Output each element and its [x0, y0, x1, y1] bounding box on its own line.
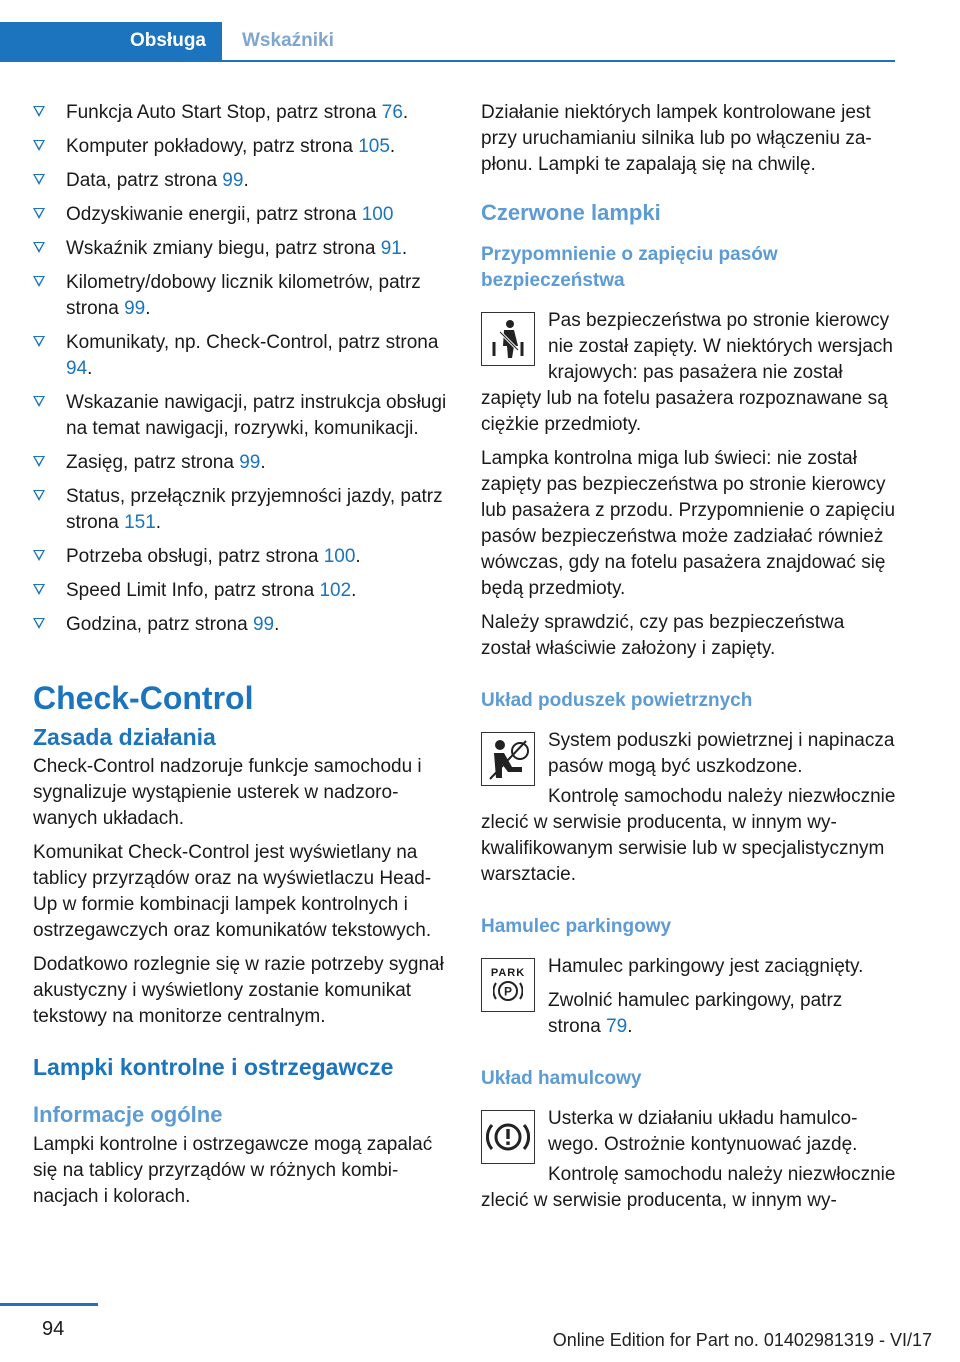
page-ref-link[interactable]: 79 — [606, 1016, 628, 1037]
heading-red-lamps: Czerwone lampki — [481, 200, 661, 225]
list-item: Odzyskiwanie energii, patrz strona 100 — [33, 202, 451, 228]
bullet-arrow-icon — [33, 174, 45, 185]
bullet-arrow-icon — [33, 276, 45, 287]
bullet-arrow-icon — [33, 618, 45, 629]
list-item: Wskaźnik zmiany biegu, patrz strona 91. — [33, 236, 451, 262]
paragraph: Działanie niektórych lampek kontrolowane jest przy uruchamianiu silnika lub po włączeniu zapłonu. Lampki te zapalają się na chwilę. — [481, 102, 872, 175]
list-item: Speed Limit Info, patrz strona 102. — [33, 578, 451, 604]
parking-brake-block — [481, 954, 896, 1040]
list-item: Potrzeba obsługi, patrz strona 100. — [33, 544, 451, 570]
page-ref-link[interactable]: 91 — [380, 238, 402, 259]
heading-parking-brake: Hamulec parkingowy — [481, 916, 672, 937]
paragraph: Należy sprawdzić, czy pas bezpieczeństwa został właściwie założony i zapięty. — [481, 612, 845, 659]
page-ref-link[interactable]: 99 — [124, 298, 146, 319]
park-brake-icon — [481, 958, 535, 1012]
list-item: Komputer pokładowy, patrz strona 105. — [33, 134, 451, 160]
header-tabs — [0, 22, 895, 62]
paragraph: Pas bezpieczeństwa po stronie kierowcy nie został zapięty. W niektórych wersjach krajowych: pas pasażera nie został zapięty lub na fotelu pasażera rozpoznawane są ciężkie przedmioty. — [481, 310, 893, 435]
page-ref-link[interactable]: 105 — [358, 136, 390, 157]
bullet-arrow-icon — [33, 242, 45, 253]
section-title-check-control: Check-Control — [33, 680, 254, 716]
list-item: Zasięg, patrz strona 99. — [33, 450, 451, 476]
page-ref-link[interactable]: 151 — [124, 512, 156, 533]
page-ref-link[interactable]: 76 — [381, 102, 403, 123]
right-column — [481, 100, 896, 1222]
bullet-arrow-icon — [33, 336, 45, 347]
seatbelt-block — [481, 308, 896, 438]
page-ref-link[interactable]: 99 — [222, 170, 244, 191]
page-ref-link[interactable]: 99 — [252, 614, 275, 635]
tab-wskazniki[interactable]: Wskaźniki — [242, 30, 334, 51]
brake-block — [481, 1106, 896, 1162]
bullet-arrow-icon — [33, 140, 45, 151]
page-ref-link[interactable]: 102 — [319, 580, 352, 601]
footer-rule — [0, 1303, 98, 1306]
header-rule — [0, 60, 895, 62]
list-item: Status, przełącznik przyjemności jazdy, patrz strona 151. — [33, 484, 451, 536]
paragraph: Dodatkowo rozlegnie się w razie potrzeby sygnał akustyczny i wyświetlony zostanie komunikat tekstowy na monitorze centralnym. — [33, 954, 444, 1027]
heading-lamps: Lampki kontrolne i ostrzegawcze — [33, 1054, 394, 1080]
tab-obsluga[interactable]: Obsługa — [0, 22, 222, 60]
paragraph: Check-Control nadzoruje funkcje samochodu i sygnalizuje wystąpienie usterek w nadzorowanych układach. — [33, 756, 422, 829]
brake-warning-icon — [481, 1110, 535, 1164]
paragraph: Lampki kontrolne i ostrzegawcze mogą zapalać się na tablicy przyrządów w różnych kombinacjach i kolorach. — [33, 1134, 433, 1207]
page-ref-link[interactable]: 99 — [239, 452, 261, 473]
page-ref-link[interactable]: 100 — [323, 546, 356, 567]
paragraph: Hamulec parkingowy jest zaciągnięty. — [548, 956, 864, 977]
bullet-arrow-icon — [33, 584, 45, 595]
display-items-list — [33, 100, 451, 638]
paragraph: Kontrolę samochodu należy niezwłocznie zlecić w serwisie producenta, w innym wykwalifikowanym serwisie lub w specjalistycznym warsztacie. — [481, 786, 896, 885]
list-item: Wskazanie nawigacji, patrz instrukcja obsługi na temat nawigacji, rozrywki, komunikacji. — [33, 390, 451, 442]
bullet-arrow-icon — [33, 550, 45, 561]
bullet-arrow-icon — [33, 490, 45, 501]
page-ref-link[interactable]: 94 — [66, 358, 88, 379]
paragraph: Komunikat Check-Control jest wyświetlany na tablicy przyrządów oraz na wyświetlaczu Head-Up w formie kombinacji lampek kontrolnych i ostrzegawczych oraz komunikatów tekstowych. — [33, 842, 432, 941]
list-item: Godzina, patrz strona 99. — [33, 612, 451, 638]
heading-general: Informacje ogólne — [33, 1102, 223, 1127]
bullet-arrow-icon — [33, 456, 45, 467]
paragraph: Lampka kontrolna miga lub świeci: nie został zapięty pas bezpieczeństwa po stronie kierowcy lub pasażera z przodu. Przypomnienie o zapięciu pasów bezpieczeństwa może zadziałać również wówczas, gdy na fotelu pasażera znajdować się będą przedmioty. — [481, 448, 896, 599]
list-item: Kilometry/dobowy licznik kilometrów, patrz strona 99. — [33, 270, 451, 322]
edition-note: Online Edition for Part no. 01402981319 - VI/17 — [552, 1330, 932, 1350]
paragraph: Zwolnić hamulec parkingowy, patrz strona 79. — [548, 990, 843, 1037]
heading-airbag: Układ poduszek powietrznych — [481, 690, 753, 711]
paragraph: Kontrolę samochodu należy niezwłocznie zlecić w serwisie producenta, w innym wy- — [481, 1164, 896, 1211]
bullet-arrow-icon — [33, 106, 45, 117]
seatbelt-icon — [481, 312, 535, 366]
list-item: Funkcja Auto Start Stop, patrz strona 76. — [33, 100, 451, 126]
airbag-block — [481, 728, 896, 784]
heading-brake-system: Układ hamulcowy — [481, 1068, 642, 1089]
heading-principle: Zasada działania — [33, 724, 216, 750]
page-ref-link[interactable]: 100 — [361, 204, 394, 225]
park-icon-label: PARK — [490, 967, 526, 979]
list-item: Data, patrz strona 99. — [33, 168, 451, 194]
bullet-arrow-icon — [33, 396, 45, 407]
left-column — [33, 100, 451, 1218]
svg-text:P: P — [503, 984, 513, 999]
bullet-arrow-icon — [33, 208, 45, 219]
page-number: 94 — [42, 1318, 65, 1340]
airbag-icon — [481, 732, 535, 786]
heading-seatbelt: Przypomnienie o zapięciu pasów bezpieczeństwa — [481, 244, 778, 291]
paragraph: Usterka w działaniu układu hamulcowego. Ostrożnie kontynuować jazdę. — [548, 1108, 858, 1155]
list-item: Komunikaty, np. Check-Control, patrz strona 94. — [33, 330, 451, 382]
paragraph: System poduszki powietrznej i napinacza pasów mogą być uszkodzone. — [548, 730, 895, 777]
